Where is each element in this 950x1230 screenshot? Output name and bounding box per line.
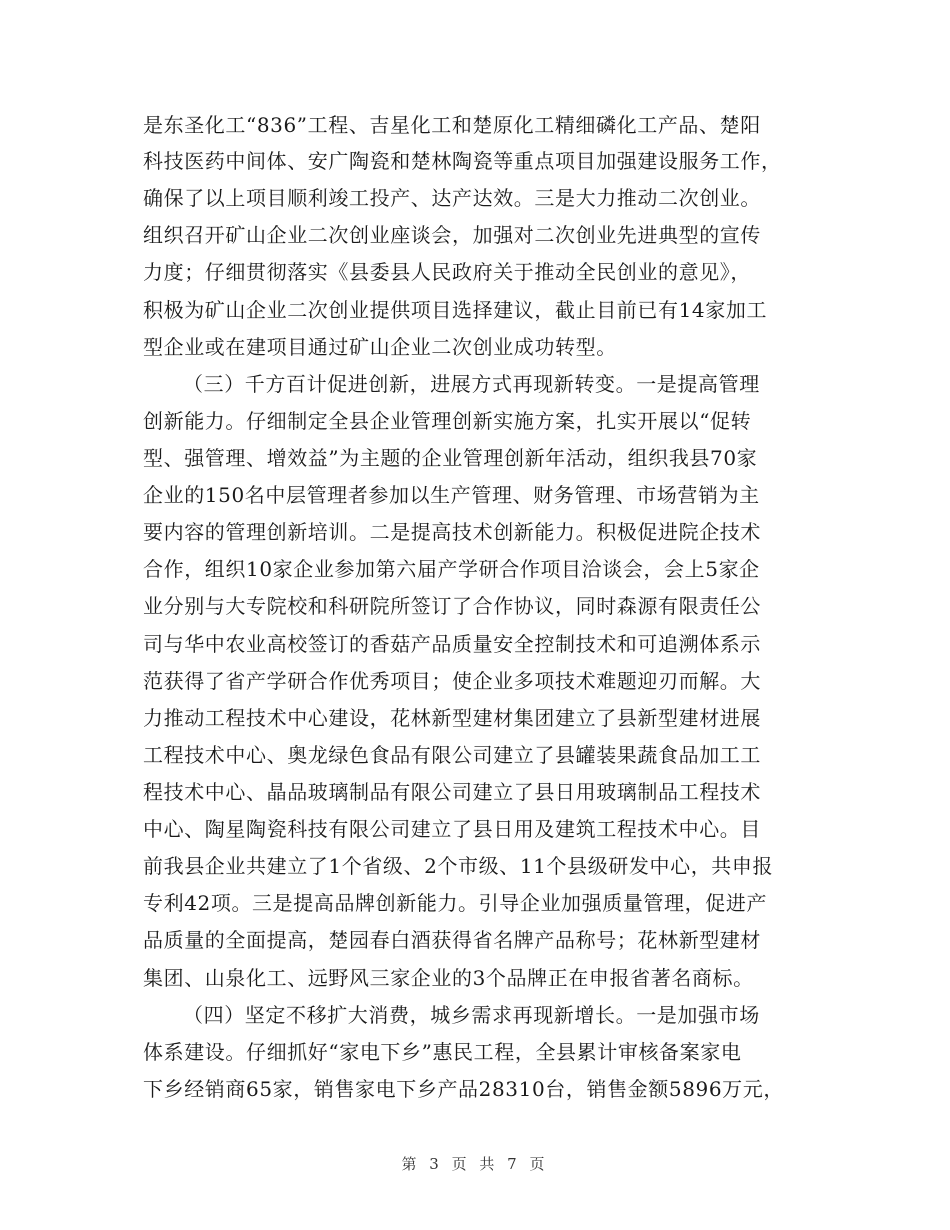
text-line: 积极为矿山企业二次创业提供项目选择建议，截止目前已有14家加工 bbox=[143, 298, 768, 322]
text-line: 司与华中农业高校签订的香菇产品质量安全控制技术和可追溯体系示 bbox=[143, 632, 761, 656]
text-line: 要内容的管理创新培训。二是提高技术创新能力。积极促进院企技术 bbox=[143, 520, 761, 544]
text-line: 是东圣化工“836”工程、吉星化工和楚原化工精细磷化工产品、楚阳 bbox=[143, 113, 761, 137]
text-line: 力推动工程技术中心建设，花林新型建材集团建立了县新型建材进展 bbox=[143, 706, 761, 730]
text-line: 科技医药中间体、安广陶瓷和楚林陶瓷等重点项目加强建设服务工作， bbox=[143, 149, 782, 173]
text-line: 确保了以上项目顺利竣工投产、达产达效。三是大力推动二次创业。 bbox=[143, 186, 761, 210]
page-number-footer: 第 3 页 共 7 页 bbox=[401, 1155, 549, 1173]
text-line: 集团、山泉化工、远野风三家企业的3个品牌正在申报省著名商标。 bbox=[143, 966, 754, 990]
text-line: 组织召开矿山企业二次创业座谈会，加强对二次创业先进典型的宣传 bbox=[143, 223, 761, 247]
paragraph-heading-line: （三）千方百计促进创新，进展方式再现新转变。一是提高管理 bbox=[183, 372, 760, 396]
paragraph-heading-line: （四）坚定不移扩大消费，城乡需求再现新增长。一是加强市场 bbox=[183, 1003, 760, 1027]
text-line: 中心、陶星陶瓷科技有限公司建立了县日用及建筑工程技术中心。目 bbox=[143, 817, 761, 841]
text-line: 范获得了省产学研合作优秀项目；使企业多项技术难题迎刃而解。大 bbox=[143, 669, 761, 693]
text-line: 合作，组织10家企业参加第六届产学研合作项目洽谈会，会上5家企 bbox=[143, 557, 760, 581]
text-line: 专利42项。三是提高品牌创新能力。引导企业加强质量管理，促进产 bbox=[143, 891, 768, 915]
text-line: 创新能力。仔细制定全县企业管理创新实施方案，扎实开展以“促转 bbox=[143, 409, 752, 433]
text-line: 力度；仔细贯彻落实《县委县人民政府关于推动全民创业的意见》， bbox=[143, 260, 751, 284]
text-line: 品质量的全面提高，楚园春白酒获得省名牌产品称号；花林新型建材 bbox=[143, 928, 761, 952]
text-line: 体系建设。仔细抓好“家电下乡”惠民工程，全县累计审核备案家电 bbox=[143, 1040, 742, 1064]
text-line: 下乡经销商65家，销售家电下乡产品28310台，销售金额5896万元， bbox=[143, 1077, 784, 1101]
text-line: 前我县企业共建立了1个省级、2个市级、11个县级研发中心，共申报 bbox=[143, 854, 774, 878]
text-line: 企业的150名中层管理者参加以生产管理、财务管理、市场营销为主 bbox=[143, 483, 760, 507]
text-line: 工程技术中心、奥龙绿色食品有限公司建立了县罐装果蔬食品加工工 bbox=[143, 743, 761, 767]
text-line: 型企业或在建项目通过矿山企业二次创业成功转型。 bbox=[143, 335, 617, 359]
text-line: 程技术中心、晶品玻璃制品有限公司建立了县日用玻璃制品工程技术 bbox=[143, 780, 761, 804]
text-line: 业分别与大专院校和科研院所签订了合作协议，同时森源有限责任公 bbox=[143, 594, 761, 618]
text-line: 型、强管理、增效益”为主题的企业管理创新年活动，组织我县70家 bbox=[143, 446, 758, 470]
